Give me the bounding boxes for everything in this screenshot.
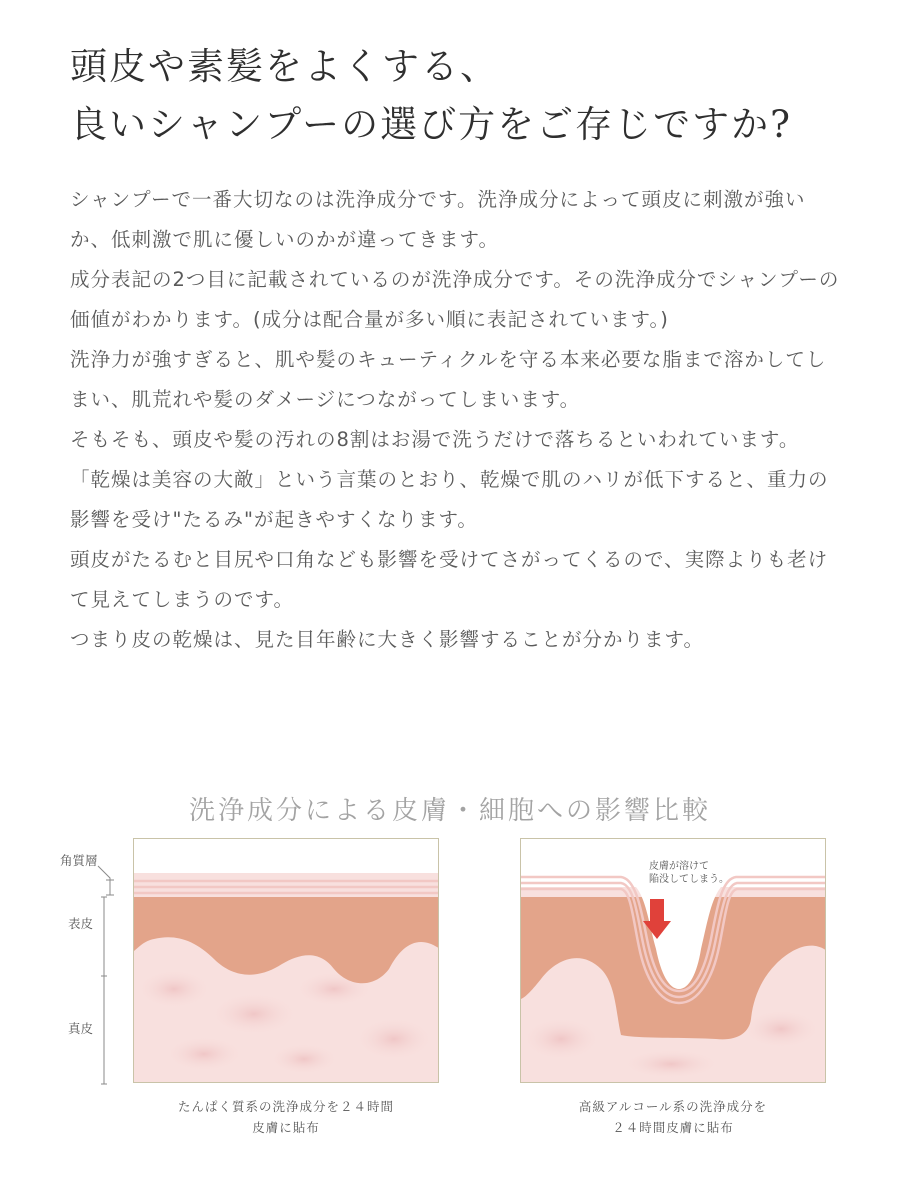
paragraph: 成分表記の2つ目に記載されているのが洗浄成分です。その洗浄成分でシャンプーの価値がわかります。(成分は配合量が多い順に表記されています。) <box>70 268 840 331</box>
title-line-2: 良いシャンプーの選び方をご存じですか? <box>70 103 792 146</box>
layer-scale-bracket <box>96 860 136 1090</box>
paragraph: 洗浄力が強すぎると、肌や髪のキューティクルを守る本来必要な脂まで溶かしてしまい、肌荒れや髪のダメージにつながってしまいます。 <box>70 348 827 411</box>
skin-diagram-alcohol-cleanser <box>520 838 826 1083</box>
paragraph: そもそも、頭皮や髪の汚れの8割はお湯で洗うだけで落ちるといわれています。 <box>70 428 800 451</box>
paragraph: 頭皮がたるむと目尻や口角なども影響を受けてさがってくるので、実際よりも老けて見えてしまうのです。 <box>70 548 829 611</box>
caption-line: たんぱく質系の洗浄成分を２４時間 <box>177 1099 394 1114</box>
annotation-line-1: 皮膚が溶けて <box>649 861 709 872</box>
caption-line: 皮膚に貼布 <box>252 1120 320 1135</box>
article-body <box>70 180 840 660</box>
caption-line: ２４時間皮膚に貼布 <box>612 1120 734 1135</box>
figure-title: 洗浄成分による皮膚・細胞への影響比較 <box>188 796 711 826</box>
paragraph: 「乾燥は美容の大敵」という言葉のとおり、乾燥で肌のハリが低下すると、重力の影響を受け"たるみ"が起きやすくなります。 <box>70 468 829 531</box>
title-line-1: 頭皮や素髪をよくする、 <box>70 45 499 88</box>
skin-diagram-protein-cleanser <box>133 838 439 1083</box>
caption-alcohol-cleanser <box>508 1096 838 1138</box>
label-stratum-corneum: 角質層 <box>60 853 98 868</box>
caption-protein-cleanser <box>121 1096 451 1138</box>
label-dermis: 真皮 <box>68 1021 94 1036</box>
label-epidermis: 表皮 <box>68 916 94 931</box>
paragraph: シャンプーで一番大切なのは洗浄成分です。洗浄成分によって頭皮に刺激が強いか、低刺激で肌に優しいのかが違ってきます。 <box>70 188 806 251</box>
annotation-line-2: 陥没してしまう。 <box>649 874 729 885</box>
paragraph: つまり皮の乾燥は、見た目年齢に大きく影響することが分かります。 <box>70 628 704 651</box>
caption-line: 高級アルコール系の洗浄成分を <box>578 1099 768 1114</box>
page-title <box>70 38 870 154</box>
